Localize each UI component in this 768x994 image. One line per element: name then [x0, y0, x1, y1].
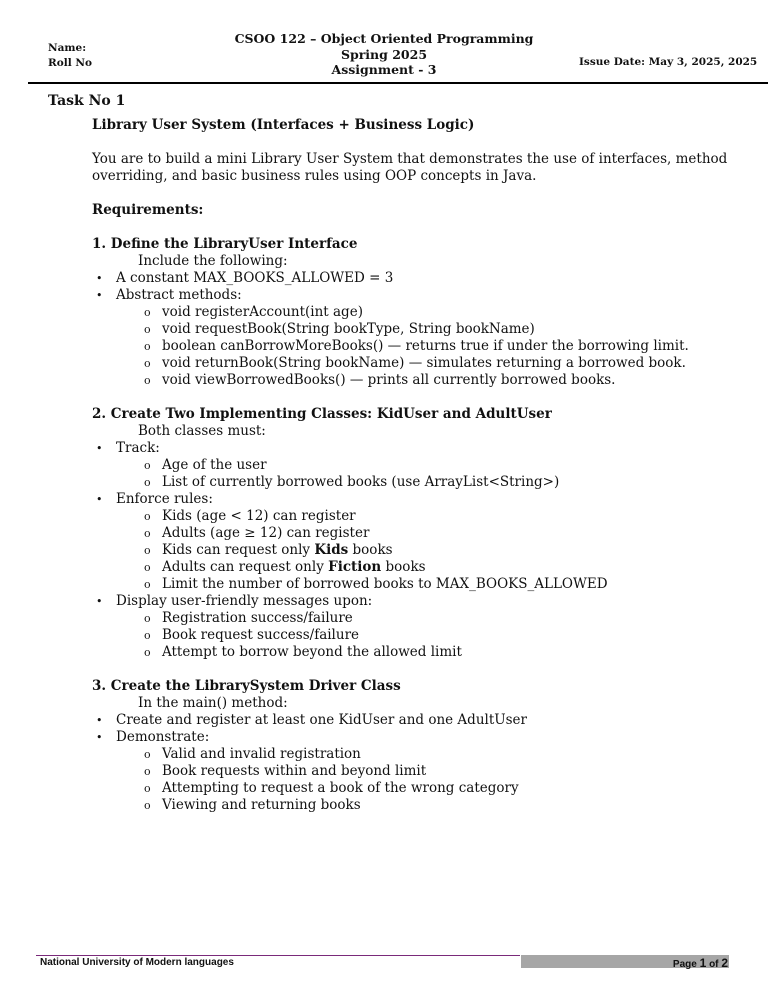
section1-body [46, 253, 742, 389]
assignment-title: Assignment - 3 [331, 62, 437, 77]
page-total: 2 [721, 956, 728, 970]
rule-emphasis: Kids [314, 542, 349, 558]
rule-item: o Adults (age ≥ 12) can register [46, 525, 742, 542]
method-item: o void registerAccount(int age) [46, 304, 742, 321]
track-item: o Age of the user [46, 457, 742, 474]
method-list [116, 304, 742, 389]
page-number [673, 956, 728, 970]
course-title: CSOO 122 – Object Oriented Programming [234, 31, 534, 46]
requirements-label: Requirements: [92, 202, 204, 218]
rule-item [46, 542, 742, 559]
method-item: o void requestBook(String bookType, String bookName) [46, 321, 742, 338]
list-item-text: Abstract methods: [116, 287, 242, 303]
track-list [116, 457, 742, 491]
task-intro: You are to build a mini Library User System that demonstrates the use of interfaces, method overriding, and basic business rules using OOP concepts in Java. [92, 151, 728, 184]
list-item-text: Demonstrate: [116, 729, 210, 745]
method-item: o boolean canBorrowMoreBooks() — returns true if under the borrowing limit. [46, 338, 742, 355]
section2-list [46, 440, 742, 661]
task-content [92, 117, 742, 814]
list-item [46, 287, 742, 389]
message-item: o Book request success/failure [46, 627, 742, 644]
rules-list [116, 508, 742, 593]
footer-divider [36, 955, 520, 956]
section2-lead: Both classes must: [138, 423, 266, 439]
section2-body [46, 423, 742, 661]
list-item-text: A constant MAX_BOOKS_ALLOWED = 3 [116, 270, 394, 286]
list-item [46, 729, 742, 814]
rule-text: books [348, 542, 393, 558]
list-item-text: Track: [116, 440, 160, 456]
list-item [46, 440, 742, 491]
method-item: o void viewBorrowedBooks() — prints all currently borrowed books. [46, 372, 742, 389]
list-item [46, 270, 742, 287]
rule-emphasis: Fiction [328, 559, 382, 575]
demo-item: o Book requests within and beyond limit [46, 763, 742, 780]
header-labels [48, 41, 92, 71]
section3-body [46, 695, 742, 814]
messages-list [116, 610, 742, 661]
demo-item: o Valid and invalid registration [46, 746, 742, 763]
page-current: 1 [699, 956, 707, 970]
section1-lead: Include the following: [138, 253, 288, 269]
header-divider [28, 82, 768, 84]
footer-university: National University of Modern languages [40, 957, 234, 968]
rule-item: o Kids (age < 12) can register [46, 508, 742, 525]
list-item [46, 491, 742, 593]
roll-label: Roll No [48, 57, 92, 69]
list-item [46, 712, 742, 729]
page-word: Page [672, 959, 697, 970]
track-item: o List of currently borrowed books (use ArrayList<String>) [46, 474, 742, 491]
list-item-text: Create and register at least one KidUser and one AdultUser [116, 712, 527, 728]
rule-text: Kids can request only [162, 542, 315, 558]
section3-lead: In the main() method: [138, 695, 288, 711]
message-item: o Registration success/failure [46, 610, 742, 627]
section1-list [46, 270, 742, 389]
issue-date: Issue Date: May 3, 2025, 2025 [579, 56, 758, 68]
section3-heading: 3. Create the LibrarySystem Driver Class [92, 678, 401, 694]
term: Spring 2025 [340, 46, 428, 62]
list-item [46, 593, 742, 661]
section3-list [46, 712, 742, 814]
demo-list [116, 746, 742, 814]
task-subtitle: Library User System (Interfaces + Business Logic) [92, 117, 475, 133]
header-course-block [234, 31, 534, 78]
rule-text: Adults can request only [162, 559, 329, 575]
rule-item: o Limit the number of borrowed books to MAX_BOOKS_ALLOWED [46, 576, 742, 593]
demo-item: o Viewing and returning books [46, 797, 742, 814]
rule-text: books [381, 559, 426, 575]
demo-item: o Attempting to request a book of the wrong category [46, 780, 742, 797]
section2-heading: 2. Create Two Implementing Classes: KidUser and AdultUser [92, 406, 552, 422]
message-item: o Attempt to borrow beyond the allowed limit [46, 644, 742, 661]
name-label: Name: [48, 42, 87, 54]
of-word: of [709, 959, 719, 970]
rule-item [46, 559, 742, 576]
list-item-text: Display user-friendly messages upon: [116, 593, 373, 609]
method-item: o void returnBook(String bookName) — simulates returning a borrowed book. [46, 355, 742, 372]
task-title: Task No 1 [48, 93, 126, 109]
section1-heading: 1. Define the LibraryUser Interface [92, 236, 358, 252]
list-item-text: Enforce rules: [116, 491, 213, 507]
